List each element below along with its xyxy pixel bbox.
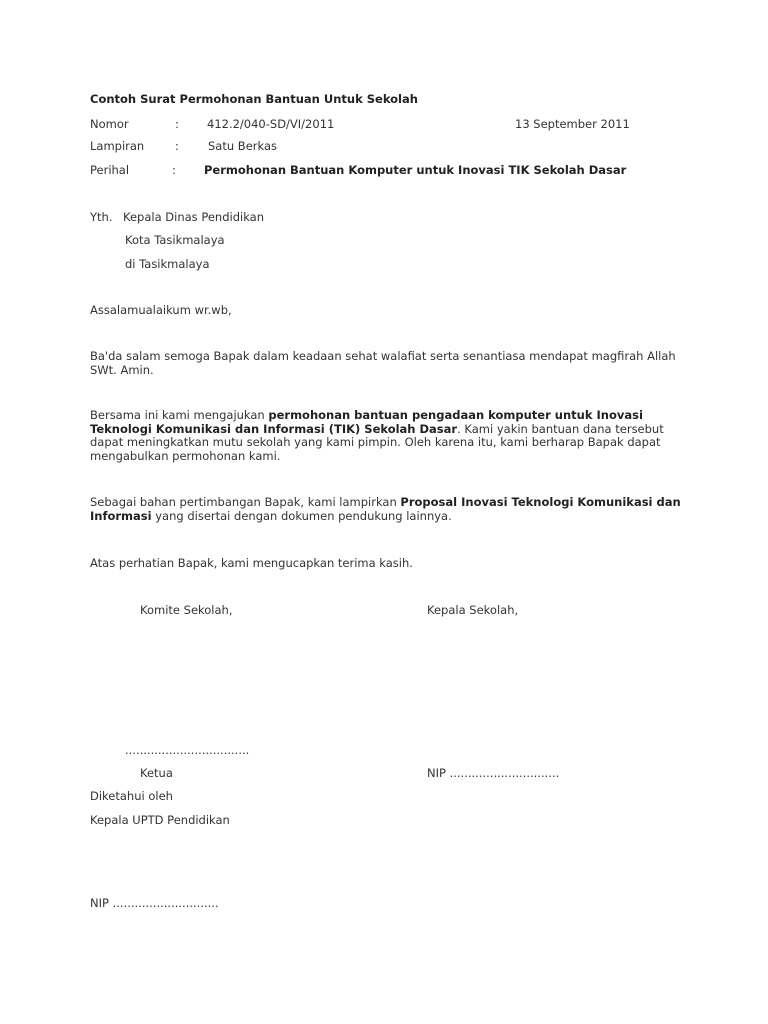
signature-dots: .................................. <box>125 743 250 757</box>
lampiran-value: Satu Berkas <box>208 139 277 153</box>
nip-kepala-sekolah: NIP .............................. <box>427 766 560 780</box>
para3-bold: Proposal Inovasi Teknologi Komunikasi dan Informasi <box>90 495 681 523</box>
perihal-label: Perihal <box>90 163 130 177</box>
para2-bold: permohonan bantuan pengadaan komputer untuk Inovasi Teknologi Komunikasi dan Informasi (TIK) Sekolah Dasar <box>90 408 643 436</box>
closing-sentence: Atas perhatian Bapak, kami mengucapkan terima kasih. <box>90 556 413 570</box>
recipient-line-3: di Tasikmalaya <box>125 257 210 271</box>
letter-date: 13 September 2011 <box>515 117 630 131</box>
greeting: Assalamualaikum wr.wb, <box>90 303 232 317</box>
para2-pre: Bersama ini kami mengajukan <box>90 408 269 422</box>
lampiran-label: Lampiran <box>90 139 145 153</box>
signature-komite: Komite Sekolah, <box>140 603 233 617</box>
diketahui-oleh: Diketahui oleh <box>90 789 173 803</box>
recipient-line-1: Kepala Dinas Pendidikan <box>123 210 264 224</box>
nomor-value: 412.2/040-SD/VI/2011 <box>207 117 335 131</box>
kepala-uptd: Kepala UPTD Pendidikan <box>90 813 230 827</box>
nomor-colon: : <box>175 117 179 131</box>
signature-ketua: Ketua <box>140 766 173 780</box>
paragraph-salam: Ba'da salam semoga Bapak dalam keadaan sehat walafiat serta senantiasa mendapat magfirah Allah SWt. Amin. <box>90 349 676 377</box>
nomor-label: Nomor <box>90 117 129 131</box>
recipient-line-2: Kota Tasikmalaya <box>125 233 225 247</box>
paragraph-permohonan <box>90 409 690 463</box>
nip-uptd: NIP ............................. <box>90 896 219 910</box>
signature-kepala-sekolah: Kepala Sekolah, <box>427 603 519 617</box>
lampiran-colon: : <box>175 139 179 153</box>
paragraph-lampiran <box>90 496 690 523</box>
perihal-value: Permohonan Bantuan Komputer untuk Inovasi TIK Sekolah Dasar <box>204 163 627 177</box>
para2-post: . Kami yakin bantuan dana tersebut dapat meningkatkan mutu sekolah yang kami pimpin. Oleh karena itu, kami berharap Bapak dapat mengabulkan permohonan kami. <box>90 421 664 463</box>
letter-title: Contoh Surat Permohonan Bantuan Untuk Sekolah <box>90 92 418 106</box>
recipient-yth: Yth. <box>90 210 113 224</box>
perihal-colon: : <box>172 163 176 177</box>
para3-pre: Sebagai bahan pertimbangan Bapak, kami lampirkan <box>90 495 401 509</box>
para3-post: yang disertai dengan dokumen pendukung lainnya. <box>151 508 452 523</box>
